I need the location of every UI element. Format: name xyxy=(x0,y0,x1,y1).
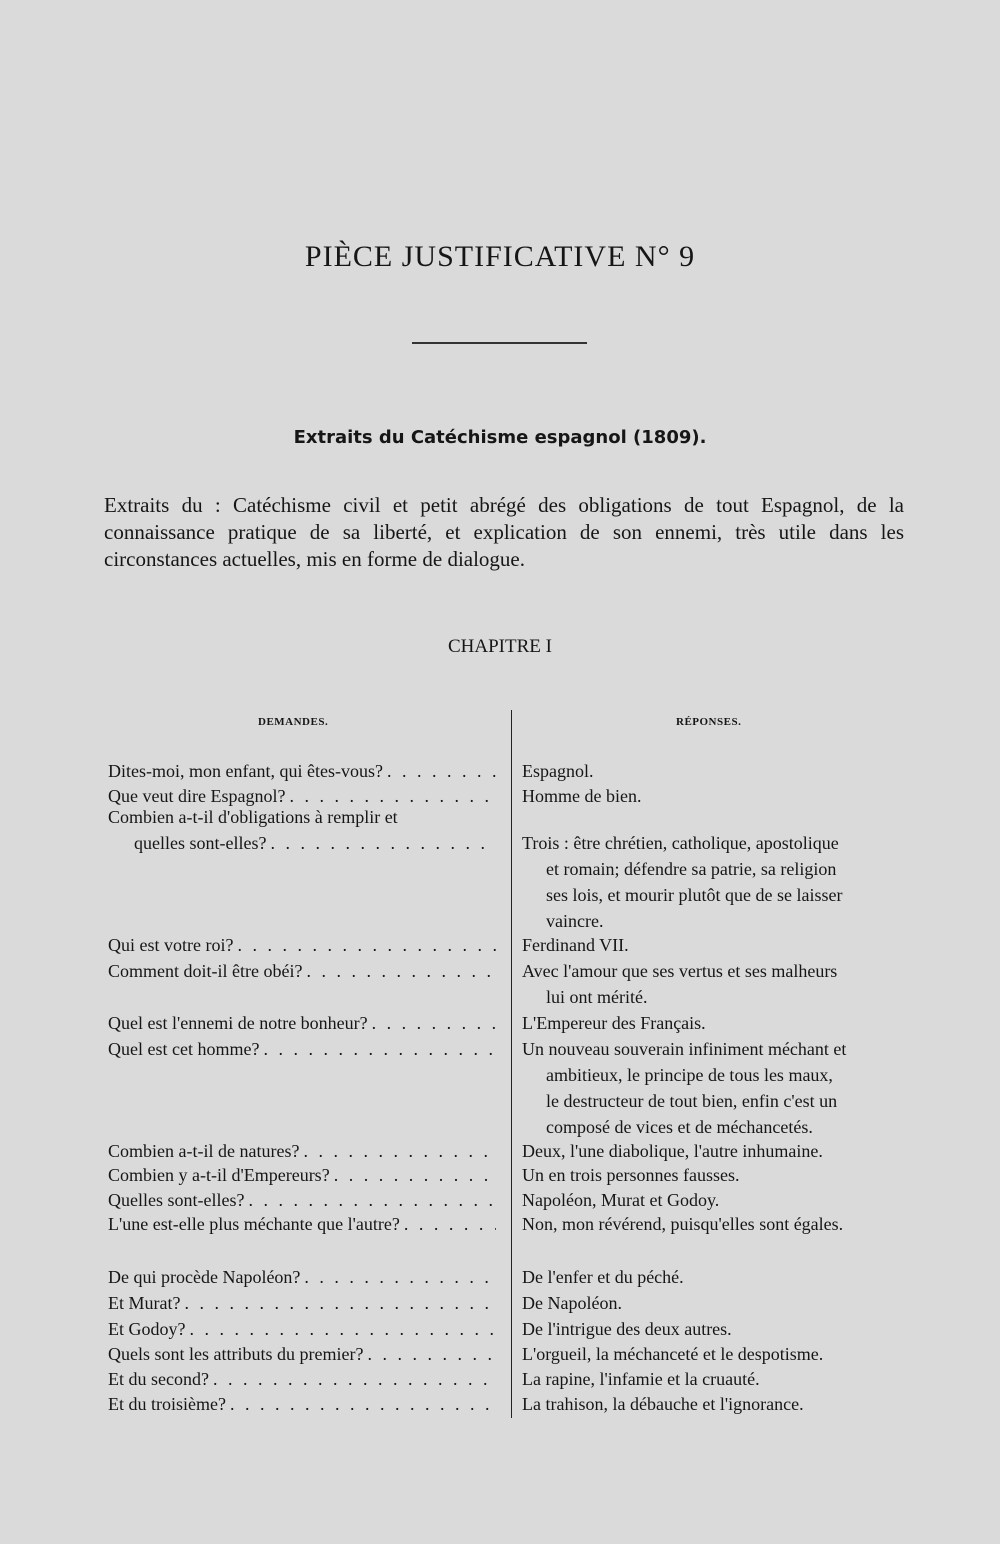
dialogue-question xyxy=(108,1316,496,1342)
dialogue-answer xyxy=(522,1036,907,1140)
dialogue-question xyxy=(108,758,496,784)
answer-text: L'Empereur des Français. xyxy=(522,1013,706,1033)
question-text: De qui procède Napoléon? xyxy=(108,1267,301,1287)
dialogue-answer xyxy=(522,1366,907,1392)
dialogue-question xyxy=(108,804,496,856)
leader-dots xyxy=(368,1010,496,1036)
dialogue-answer xyxy=(522,1316,907,1342)
answer-text: Trois : être chrétien, catholique, apostolique xyxy=(522,833,839,853)
question-text: Et Murat? xyxy=(108,1293,181,1313)
answer-continuation: composé de vices et de méchancetés. xyxy=(546,1117,813,1137)
dialogue-answer xyxy=(522,1264,907,1290)
answer-text: Un nouveau souverain infiniment méchant et xyxy=(522,1039,847,1059)
answer-continuation: ambitieux, le principe de tous les maux, xyxy=(546,1065,833,1085)
dialogue-question xyxy=(108,1187,496,1213)
leader-dots xyxy=(400,1211,496,1237)
answer-text: Un en trois personnes fausses. xyxy=(522,1165,740,1185)
leader-dots xyxy=(266,830,496,856)
answer-text: De l'intrigue des deux autres. xyxy=(522,1319,732,1339)
answer-continuation: vaincre. xyxy=(546,911,604,931)
answer-continuation: lui ont mérité. xyxy=(546,987,648,1007)
answer-text: La trahison, la débauche et l'ignorance. xyxy=(522,1394,804,1414)
dialogue-question xyxy=(108,958,496,984)
answer-text: L'orgueil, la méchanceté et le despotisme. xyxy=(522,1344,824,1364)
section-heading: Extraits du Catéchisme espagnol (1809). xyxy=(293,427,707,448)
leader-dots xyxy=(209,1366,496,1392)
dialogue-answer xyxy=(522,830,907,934)
question-text: Et du troisième? xyxy=(108,1394,226,1414)
dialogue-question xyxy=(108,1264,496,1290)
leader-dots xyxy=(330,1162,496,1188)
dialogue-answer xyxy=(522,758,907,784)
dialogue-question xyxy=(108,1138,496,1164)
answer-text: Ferdinand VII. xyxy=(522,935,629,955)
leader-dots xyxy=(244,1187,496,1213)
leader-dots xyxy=(300,1264,496,1290)
answer-text: Napoléon, Murat et Godoy. xyxy=(522,1190,720,1210)
question-text: Combien y a-t-il d'Empereurs? xyxy=(108,1165,330,1185)
dialogue-question xyxy=(108,1290,496,1316)
question-text: quelles sont-elles? xyxy=(134,833,267,853)
dialogue-question xyxy=(108,1341,496,1367)
answer-text: Deux, l'une diabolique, l'autre inhumaine. xyxy=(522,1141,823,1161)
leader-dots xyxy=(383,758,496,784)
answer-continuation: ses lois, et mourir plutôt que de se laisser xyxy=(546,885,843,905)
leader-dots xyxy=(259,1036,496,1062)
column-header-questions: DEMANDES. xyxy=(258,716,329,728)
question-text: Dites-moi, mon enfant, qui êtes-vous? xyxy=(108,761,383,781)
dialogue-question xyxy=(108,1391,496,1417)
dialogue-question xyxy=(108,1366,496,1392)
page-title: PIÈCE JUSTIFICATIVE N° 9 xyxy=(304,240,696,273)
answer-text: Homme de bien. xyxy=(522,786,642,806)
answer-text: La rapine, l'infamie et la cruauté. xyxy=(522,1369,760,1389)
question-text: L'une est-elle plus méchante que l'autre? xyxy=(108,1214,400,1234)
dialogue-answer xyxy=(522,958,907,1010)
dialogue-question xyxy=(108,1010,496,1036)
dialogue-answer xyxy=(522,783,907,809)
dialogue-answer xyxy=(522,932,907,958)
column-header-answers: RÉPONSES. xyxy=(676,716,742,728)
leader-dots xyxy=(226,1391,496,1417)
answer-text: De Napoléon. xyxy=(522,1293,622,1313)
dialogue-answer xyxy=(522,1138,907,1164)
leader-dots xyxy=(185,1316,496,1342)
question-text: Combien a-t-il de natures? xyxy=(108,1141,300,1161)
question-text: Quel est l'ennemi de notre bonheur? xyxy=(108,1013,368,1033)
question-text: Quelles sont-elles? xyxy=(108,1190,245,1210)
dialogue-question xyxy=(108,1211,496,1237)
dialogue-answer xyxy=(522,1211,907,1237)
answer-text: Avec l'amour que ses vertus et ses malheurs xyxy=(522,961,838,981)
question-text: Et du second? xyxy=(108,1369,209,1389)
answer-continuation: et romain; défendre sa patrie, sa religion xyxy=(546,859,837,879)
answer-text: Non, mon révérend, puisqu'elles sont égales. xyxy=(522,1214,844,1234)
leader-dots xyxy=(180,1290,496,1316)
question-text: Quels sont les attributs du premier? xyxy=(108,1344,364,1364)
leader-dots xyxy=(299,1138,496,1164)
question-text: Qui est votre roi? xyxy=(108,935,234,955)
dialogue-answer xyxy=(522,1187,907,1213)
leader-dots xyxy=(302,958,496,984)
chapter-heading: CHAPITRE I xyxy=(448,636,552,657)
dialogue-answer xyxy=(522,1010,907,1036)
question-text: Que veut dire Espagnol? xyxy=(108,786,286,806)
question-text: Et Godoy? xyxy=(108,1319,186,1339)
question-text: Quel est cet homme? xyxy=(108,1039,260,1059)
dialogue-question xyxy=(108,1162,496,1188)
question-text: Comment doit-il être obéi? xyxy=(108,961,303,981)
dialogue-answer xyxy=(522,1290,907,1316)
title-divider xyxy=(412,342,587,344)
leader-dots xyxy=(363,1341,496,1367)
dialogue-question xyxy=(108,1036,496,1062)
intro-paragraph: Extraits du : Catéchisme civil et petit abrégé des obligations de tout Espagnol, de la connaissance pratique de sa liberté, et explication de son ennemi, très utile dans les circonstances actuelles, mis en forme de dialogue. xyxy=(104,493,904,571)
dialogue-answer xyxy=(522,1391,907,1417)
dialogue-question xyxy=(108,932,496,958)
answer-text: Espagnol. xyxy=(522,761,594,781)
question-text-lead: Combien a-t-il d'obligations à remplir et xyxy=(108,807,398,827)
dialogue-answer xyxy=(522,1341,907,1367)
leader-dots xyxy=(233,932,496,958)
answer-text: De l'enfer et du péché. xyxy=(522,1267,684,1287)
column-divider xyxy=(511,710,512,1418)
answer-continuation: le destructeur de tout bien, enfin c'est un xyxy=(546,1091,838,1111)
dialogue-answer xyxy=(522,1162,907,1188)
